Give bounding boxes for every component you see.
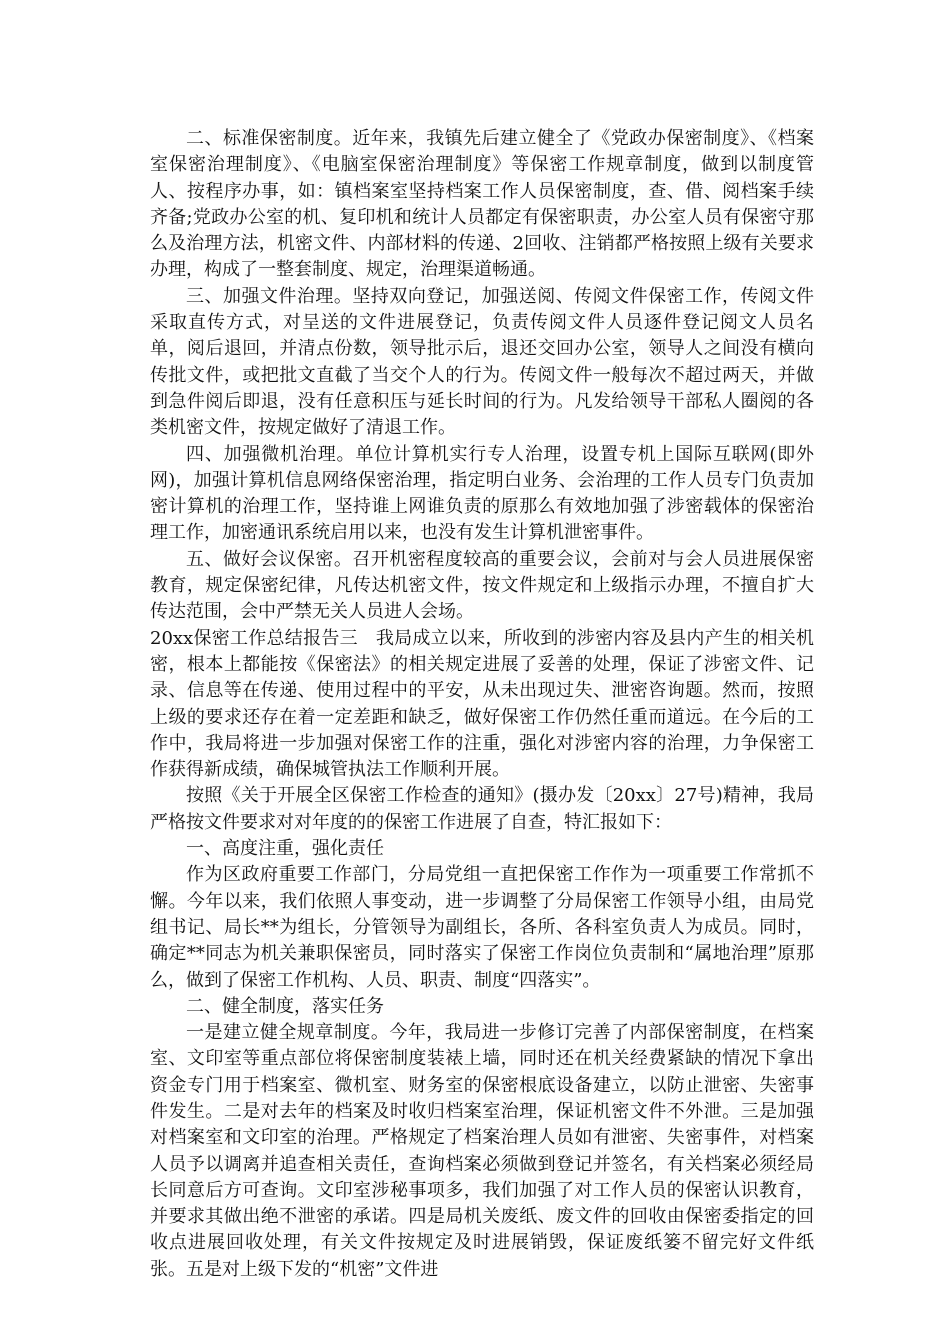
paragraph-document-management: 三、加强文件治理。坚持双向登记，加强送阅、传阅文件保密工作，传阅文件采取直传方式，对呈送的文件进展登记，负责传阅文件人员逐件登记阅文人员名单，阅后退回，并清点份数，领导批示后，退还交回办公室，领导人之间没有横向传批文件，或把批文直截了当交个人的行为。传阅文件一般每次不超过两天，并做到急件阅后即退，没有任意积压与延长时间的行为。凡发给领导干部私人圈阅的各类机密文件，按规定做好了清退工作。 [150, 285, 814, 439]
heading-attention-responsibility: 一、高度注重，强化责任 [186, 838, 384, 860]
section-title: 20xx保密工作总结报告三 [150, 627, 358, 649]
heading-improve-system: 二、健全制度，落实任务 [186, 995, 384, 1017]
paragraph-meeting-confidentiality: 五、做好会议保密。召开机密程度较高的重要会议，会前对与会人员进展保密教育，规定保密纪律，凡传达机密文件，按文件规定和上级指示办理，不擅自扩大传达范围，会中严禁无关人员进人会场。 [150, 548, 814, 623]
paragraph-inspection-notice: 按照《关于开展全区保密工作检查的通知》(摄办发〔20xx〕27号)精神，我局严格按文件要求对对年度的的保密工作进展了自查，特汇报如下： [150, 785, 814, 833]
document-body [150, 126, 814, 1283]
section-intro: 我局成立以来，所收到的涉密内容及县内产生的相关机密，根本上都能按《保密法》的相关规定进展了妥善的处理，保证了涉密文件、记录、信息等在传递、使用过程中的平安，从未出现过失、泄密咨询题。然而，按照上级的要求还存在着一定差距和缺乏，做好保密工作仍然任重而道远。在今后的工作中，我局将进一步加强对保密工作的注重，强化对涉密内容的治理，力争保密工作获得新成绩，确保城管执法工作顺利开展。 [150, 627, 814, 781]
report-three-section [150, 626, 814, 784]
paragraph-leadership-group: 作为区政府重要工作部门，分局党组一直把保密工作作为一项重要工作常抓不懈。今年以来，我们依照人事变动，进一步调整了分局保密工作领导小组，由局党组书记、局长**为组长，分管领导为副组长，各所、各科室负责人为成员。同时，确定**同志为机关兼职保密员，同时落实了保密工作岗位负责制和“属地治理”原那么，做到了保密工作机构、人员、职责、制度“四落实”。 [150, 864, 814, 991]
paragraph-computer-management: 四、加强微机治理。单位计算机实行专人治理，设置专机上国际互联网(即外网)，加强计算机信息网络保密治理，指定明白业务、会治理的工作人员专门负责加密计算机的治理工作，坚持谁上网谁负责的原那么有效地加强了涉密载体的保密治理工作，加密通讯系统启用以来，也没有发生计算机泄密事件。 [150, 443, 814, 544]
paragraph-standard-confidentiality-system: 二、标准保密制度。近年来，我镇先后建立健全了《党政办保密制度》、《档案室保密治理制度》、《电脑室保密治理制度》等保密工作规章制度，做到以制度管人、按程序办事，如：镇档案室坚持档案工作人员保密制度，查、借、阅档案手续齐备;党政办公室的机、复印机和统计人员都定有保密职责，办公室人员有保密守那么及治理方法，机密文件、内部材料的传递、2回收、注销都严格按照上级有关要求办理，构成了一整套制度、规定，治理渠道畅通。 [150, 128, 814, 281]
paragraph-rules-and-regulations: 一是建立健全规章制度。今年，我局进一步修订完善了内部保密制度，在档案室、文印室等重点部位将保密制度装裱上墙，同时还在机关经费紧缺的情况下拿出资金专门用于档案室、微机室、财务室的保密根底设备建立，以防止泄密、失密事件发生。二是对去年的档案及时收归档案室治理，保证机密文件不外泄。三是加强对档案室和文印室的治理。严格规定了档案治理人员如有泄密、失密事件，对档案人员予以调离并追查相关责任，查询档案必须做到登记并签名，有关档案必须经局长同意后方可查询。文印室涉秘事项多，我们加强了对工作人员的保密认识教育，并要求其做出绝不泄密的承诺。四是局机关废纸、废文件的回收由保密委指定的回收点进展回收处理，有关文件按规定及时进展销毁，保证废纸篓不留完好文件纸张。五是对上级下发的“机密”文件进 [150, 1022, 814, 1280]
